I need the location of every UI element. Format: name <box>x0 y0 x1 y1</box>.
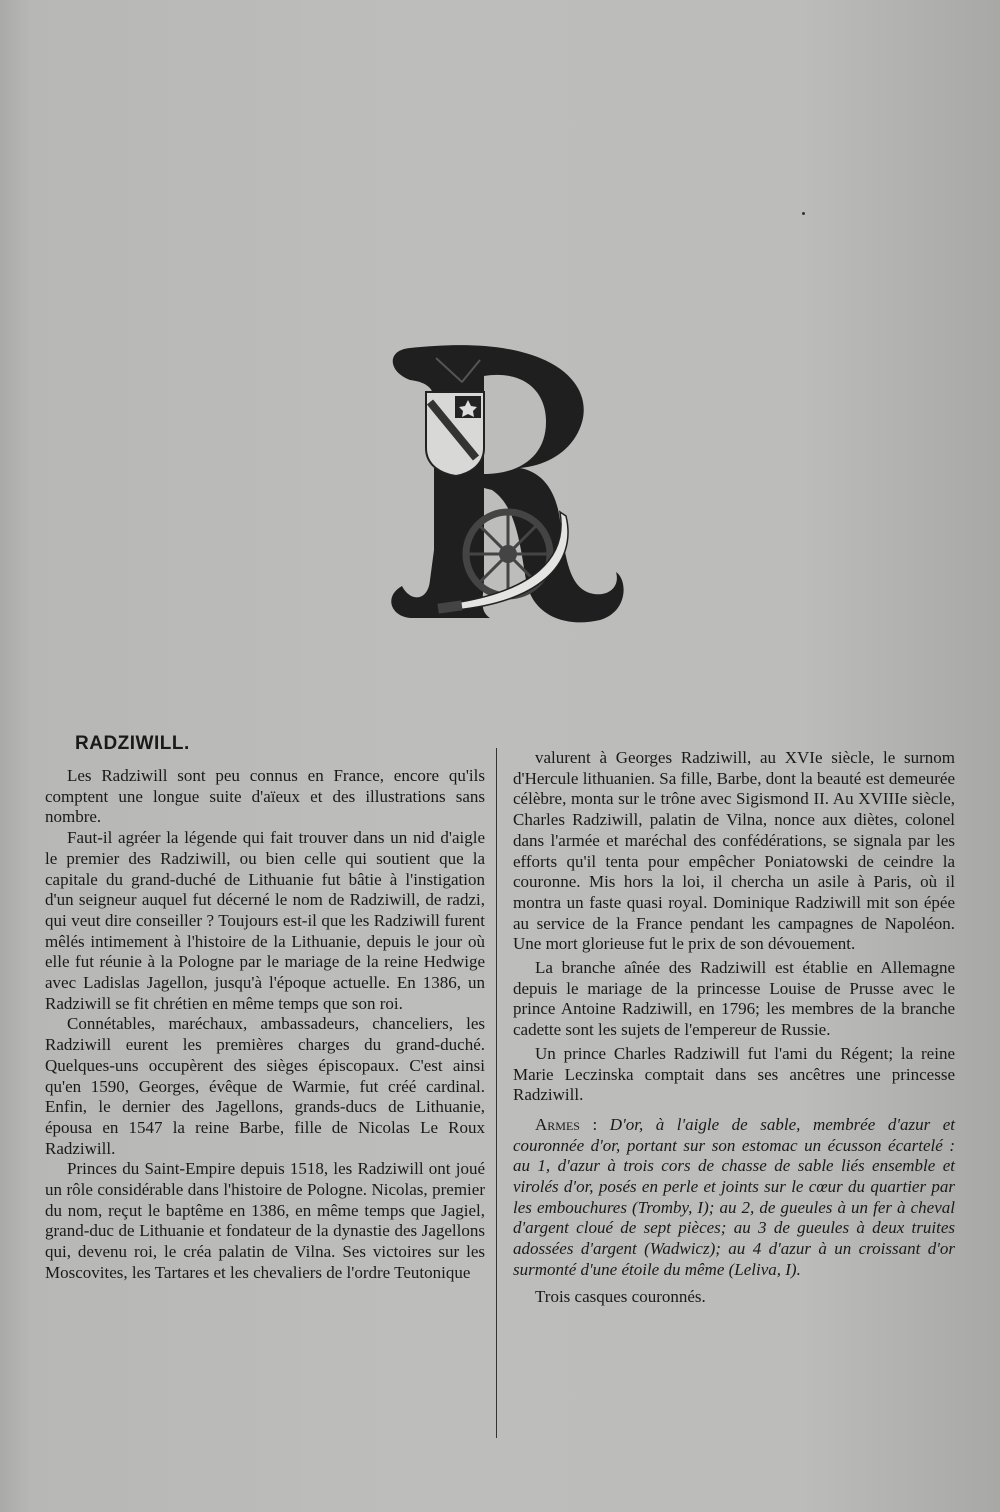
paragraph: Un prince Charles Radziwill fut l'ami du Régent; la reine Marie Leczinska comptait dans ses ancêtres une princesse Radziwill. <box>513 1043 955 1105</box>
paragraph: Faut-il agréer la légende qui fait trouver dans un nid d'aigle le premier des Radziwill, ou bien celle qui soutient que la capitale du grand-duché de Lithuanie fut bâtie à l'instigation d'un seigneur auquel fut décerné le nom de Radziwill, de radzi, qui veut dire conseiller ? Toujours est-il que les Radziwill furent mêlés intimement à l'histoire de la Lithuanie, depuis le jour où elle fut réunie à la Pologne par le mariage de la reine Hedwige avec Ladislas Jagellon, jusqu'à l'époque actuelle. En 1386, un Radziwill se fit chrétien en même temps que son roi. <box>45 828 485 1013</box>
crests-paragraph: Trois casques couronnés. <box>535 1286 706 1306</box>
paragraph: Princes du Saint-Empire depuis 1518, les Radziwill ont joué un rôle considérable dans l'histoire de Pologne. Nicolas, premier du nom, reçut le baptême en 1386, en même temps que Jagiel, grand-duc de Lithuanie et fondateur de la dynastie des Jagellons qui, devenu roi, le créa palatin de Vilna. Ses victoires sur les Moscovites, les Tartares et les chevaliers de l'ordre Teutonique <box>45 1159 485 1282</box>
paragraph: Les Radziwill sont peu connus en France, encore qu'ils comptent une longue suite d'aïeux et des illustrations sans nombre. <box>45 766 485 827</box>
ornamental-initial-r-icon <box>380 340 630 625</box>
ink-speck <box>802 212 805 215</box>
paragraph: Connétables, maréchaux, ambassadeurs, chanceliers, les Radziwill eurent les premières charges du grand-duché. Quelques-uns occupèrent des sièges épiscopaux. C'est ainsi qu'en 1590, Georges, évêque de Warmie, fut créé cardinal. Enfin, le dernier des Jagellons, grands-ducs de Lithuanie, épousa en 1547 la reine Barbe, fille de Nicolas Le Roux Radziwill. <box>45 1014 485 1158</box>
paragraph: La branche aînée des Radziwill est établie en Allemagne depuis le mariage de la princesse Louise de Prusse avec le prince Antoine Radziwill, en 1796; les membres de la branche cadette sont les sujets de l'empereur de Russie. <box>513 958 955 1040</box>
right-column <box>513 748 955 1307</box>
arms-label: Armes : <box>535 1114 598 1134</box>
arms-blazon: D'or, à l'aigle de sable, membrée d'azur et couronnée d'or, portant sur son estomac un écusson écartelé : au 1, d'azur à trois cors de chasse de sable liés ensemble et virolés d'or, posés en perle et joints sur le cœur du quartier par les embouchures (Tromby, I); au 2, de gueules à un fer à cheval d'argent cloué de sept pièces; au 3 de gueules à deux truites adossées d'argent (Wadwicz); au 4 d'azur à un croissant d'or surmonté d'une étoile du même (Leliva, I). <box>513 1114 956 1279</box>
arms-paragraph <box>513 1115 955 1281</box>
column-divider <box>496 748 497 1438</box>
page-title: RADZIWILL. <box>75 733 190 754</box>
paragraph: valurent à Georges Radziwill, au XVIe siècle, le surnom d'Hercule lithuanien. Sa fille, Barbe, dont la beauté est demeurée célèbre, monta sur le trône avec Sigismond II. Au XVIIIe siècle, Charles Radziwill, palatin de Vilna, nonce aux diètes, colonel dans l'armée et maréchal des confédérations, se signala par les efforts qu'il tenta pour empêcher Poniatowski de ceindre la couronne. Mis hors la loi, il chercha un asile à Paris, où il montra un faste quasi royal. Dominique Radziwill mit son épée au service de la France pendant les campagnes de Napoléon. Une mort glorieuse fut le prix de son dévouement. <box>513 748 955 954</box>
left-column <box>45 766 485 1284</box>
